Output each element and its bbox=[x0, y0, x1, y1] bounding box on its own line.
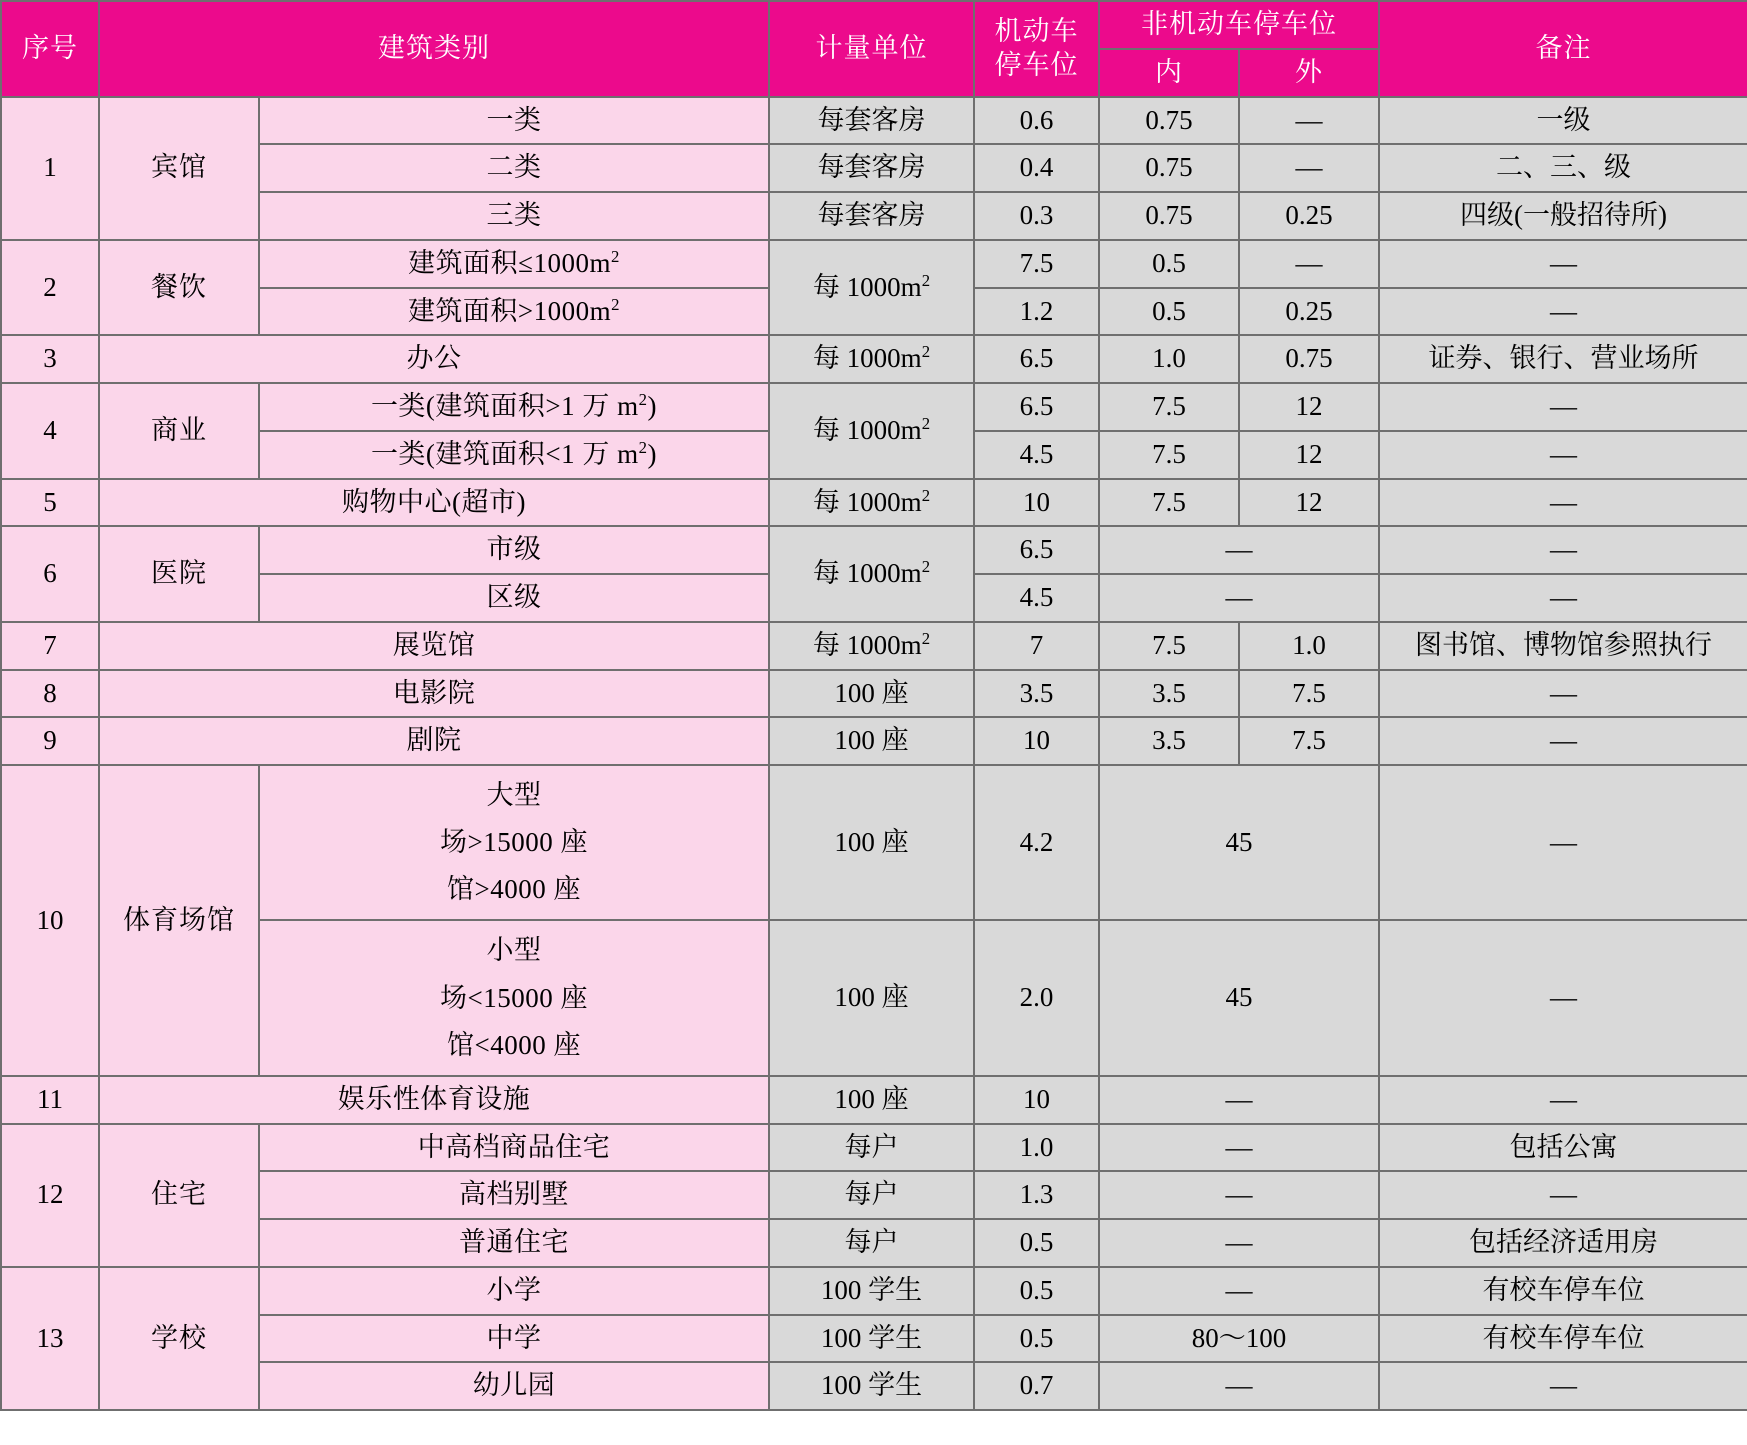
row-motor: 1.3 bbox=[974, 1171, 1099, 1219]
header-unit: 计量单位 bbox=[769, 1, 974, 97]
row-motor: 0.3 bbox=[974, 192, 1099, 240]
row-motor: 4.2 bbox=[974, 765, 1099, 920]
row-index: 11 bbox=[1, 1076, 99, 1124]
row-nonmotor-out: 1.0 bbox=[1239, 622, 1379, 670]
row-unit: 每户 bbox=[769, 1171, 974, 1219]
row-nonmotor-in: 1.0 bbox=[1099, 335, 1239, 383]
row-category: 展览馆 bbox=[99, 622, 769, 670]
row-subcategory: 普通住宅 bbox=[259, 1219, 769, 1267]
table-row bbox=[1, 192, 1747, 240]
row-motor: 4.5 bbox=[974, 574, 1099, 622]
row-index: 5 bbox=[1, 479, 99, 527]
row-remark: 证券、银行、营业场所 bbox=[1379, 335, 1747, 383]
row-nonmotor-out: 12 bbox=[1239, 479, 1379, 527]
row-nonmotor-in: 7.5 bbox=[1099, 479, 1239, 527]
row-remark: 包括经济适用房 bbox=[1379, 1219, 1747, 1267]
row-nonmotor: 45 bbox=[1099, 765, 1379, 920]
row-category: 商业 bbox=[99, 383, 259, 479]
row-motor: 7 bbox=[974, 622, 1099, 670]
row-category: 电影院 bbox=[99, 670, 769, 718]
row-nonmotor-in: 0.75 bbox=[1099, 144, 1239, 192]
row-remark: 图书馆、博物馆参照执行 bbox=[1379, 622, 1747, 670]
row-remark: — bbox=[1379, 431, 1747, 479]
table-row bbox=[1, 765, 1747, 920]
row-subcategory bbox=[259, 765, 769, 920]
row-subcategory: 建筑面积$>1000m^2$ bbox=[259, 288, 769, 336]
row-unit: 每 $1000m^2$ bbox=[769, 622, 974, 670]
row-remark: — bbox=[1379, 479, 1747, 527]
row-nonmotor-out: 0.25 bbox=[1239, 192, 1379, 240]
row-nonmotor: — bbox=[1099, 1171, 1379, 1219]
row-unit: 每套客房 bbox=[769, 97, 974, 145]
header-nonmotor-out: 外 bbox=[1239, 49, 1379, 97]
row-subcategory: 建筑面积$\le 1000m^2$ bbox=[259, 240, 769, 288]
row-index: 4 bbox=[1, 383, 99, 479]
header-remark: 备注 bbox=[1379, 1, 1747, 97]
header-index: 序号 bbox=[1, 1, 99, 97]
row-remark: 二、三、级 bbox=[1379, 144, 1747, 192]
row-category: 娱乐性体育设施 bbox=[99, 1076, 769, 1124]
row-subcategory: 一类 bbox=[259, 97, 769, 145]
table-row bbox=[1, 622, 1747, 670]
row-motor: 6.5 bbox=[974, 526, 1099, 574]
row-motor: 0.6 bbox=[974, 97, 1099, 145]
row-remark: — bbox=[1379, 717, 1747, 765]
row-category: 体育场馆 bbox=[99, 765, 259, 1076]
row-unit: 每 $1000m^2$ bbox=[769, 526, 974, 622]
row-unit: 100 学生 bbox=[769, 1362, 974, 1410]
row-motor: 4.5 bbox=[974, 431, 1099, 479]
row-index: 6 bbox=[1, 526, 99, 622]
header-nonmotor-parking: 非机动车停车位 bbox=[1099, 1, 1379, 49]
row-motor: 6.5 bbox=[974, 335, 1099, 383]
row-index: 12 bbox=[1, 1124, 99, 1267]
row-nonmotor-in: 0.75 bbox=[1099, 192, 1239, 240]
table-row bbox=[1, 335, 1747, 383]
row-motor: 1.0 bbox=[974, 1124, 1099, 1172]
row-nonmotor-out: — bbox=[1239, 97, 1379, 145]
row-nonmotor-in: 7.5 bbox=[1099, 431, 1239, 479]
row-category: 宾馆 bbox=[99, 97, 259, 240]
row-unit: 每 $1000m^2$ bbox=[769, 335, 974, 383]
row-unit: 100 座 bbox=[769, 717, 974, 765]
row-unit: 每户 bbox=[769, 1219, 974, 1267]
row-category: 住宅 bbox=[99, 1124, 259, 1267]
row-remark: — bbox=[1379, 288, 1747, 336]
row-unit: 每 $1000m^2$ bbox=[769, 479, 974, 527]
row-subcategory: 一类(建筑面积<1 万 $m^2$) bbox=[259, 431, 769, 479]
row-nonmotor: — bbox=[1099, 1076, 1379, 1124]
row-remark: — bbox=[1379, 1362, 1747, 1410]
header-category: 建筑类别 bbox=[99, 1, 769, 97]
row-remark: — bbox=[1379, 1076, 1747, 1124]
row-subcategory: 中高档商品住宅 bbox=[259, 1124, 769, 1172]
row-category: 办公 bbox=[99, 335, 769, 383]
row-nonmotor-out: — bbox=[1239, 144, 1379, 192]
row-unit: 100 座 bbox=[769, 670, 974, 718]
table-row bbox=[1, 1362, 1747, 1410]
row-subcategory: 小学 bbox=[259, 1267, 769, 1315]
row-remark: — bbox=[1379, 240, 1747, 288]
subcategory-line: 场<15000 座 bbox=[440, 982, 588, 1013]
row-remark: — bbox=[1379, 920, 1747, 1075]
row-nonmotor-in: 7.5 bbox=[1099, 383, 1239, 431]
row-remark: 四级(一般招待所) bbox=[1379, 192, 1747, 240]
row-nonmotor: — bbox=[1099, 574, 1379, 622]
subcategory-line: 场>15000 座 bbox=[440, 827, 588, 858]
row-index: 9 bbox=[1, 717, 99, 765]
row-motor: 0.7 bbox=[974, 1362, 1099, 1410]
row-remark: 包括公寓 bbox=[1379, 1124, 1747, 1172]
row-motor: 0.5 bbox=[974, 1315, 1099, 1363]
row-subcategory: 市级 bbox=[259, 526, 769, 574]
row-nonmotor-in: 3.5 bbox=[1099, 670, 1239, 718]
row-motor: 2.0 bbox=[974, 920, 1099, 1075]
row-unit: 100 座 bbox=[769, 1076, 974, 1124]
table-row bbox=[1, 670, 1747, 718]
row-category: 购物中心(超市) bbox=[99, 479, 769, 527]
header-row-1 bbox=[1, 1, 1747, 49]
row-remark: — bbox=[1379, 670, 1747, 718]
row-nonmotor: — bbox=[1099, 1219, 1379, 1267]
subcategory-line: 大型 bbox=[486, 780, 542, 810]
row-motor: 10 bbox=[974, 717, 1099, 765]
row-motor: 7.5 bbox=[974, 240, 1099, 288]
row-nonmotor-out: 12 bbox=[1239, 431, 1379, 479]
table-row bbox=[1, 97, 1747, 145]
row-category: 学校 bbox=[99, 1267, 259, 1410]
row-nonmotor-out: 0.75 bbox=[1239, 335, 1379, 383]
row-remark: — bbox=[1379, 1171, 1747, 1219]
row-subcategory: 高档别墅 bbox=[259, 1171, 769, 1219]
row-nonmotor-in: 0.5 bbox=[1099, 288, 1239, 336]
row-nonmotor: — bbox=[1099, 1267, 1379, 1315]
row-subcategory: 三类 bbox=[259, 192, 769, 240]
table-row bbox=[1, 1124, 1747, 1172]
row-index: 10 bbox=[1, 765, 99, 1076]
row-unit: 100 学生 bbox=[769, 1267, 974, 1315]
header-nonmotor-in: 内 bbox=[1099, 49, 1239, 97]
row-subcategory: 区级 bbox=[259, 574, 769, 622]
row-unit: 每 $1000m^2$ bbox=[769, 383, 974, 479]
row-nonmotor-in: 7.5 bbox=[1099, 622, 1239, 670]
row-subcategory bbox=[259, 920, 769, 1075]
row-unit: 每套客房 bbox=[769, 192, 974, 240]
row-nonmotor: — bbox=[1099, 1362, 1379, 1410]
row-nonmotor-out: 7.5 bbox=[1239, 717, 1379, 765]
row-motor: 3.5 bbox=[974, 670, 1099, 718]
row-subcategory: 中学 bbox=[259, 1315, 769, 1363]
row-nonmotor: — bbox=[1099, 526, 1379, 574]
row-nonmotor-out: 12 bbox=[1239, 383, 1379, 431]
row-unit: 每套客房 bbox=[769, 144, 974, 192]
row-unit: 100 座 bbox=[769, 920, 974, 1075]
table-row bbox=[1, 526, 1747, 574]
table-row bbox=[1, 1315, 1747, 1363]
table-row bbox=[1, 1267, 1747, 1315]
row-unit: 100 学生 bbox=[769, 1315, 974, 1363]
header-motor-parking bbox=[974, 1, 1099, 97]
table-row bbox=[1, 717, 1747, 765]
row-remark: — bbox=[1379, 526, 1747, 574]
row-category: 剧院 bbox=[99, 717, 769, 765]
row-motor: 6.5 bbox=[974, 383, 1099, 431]
row-nonmotor-out: — bbox=[1239, 240, 1379, 288]
row-unit: 每户 bbox=[769, 1124, 974, 1172]
table-head bbox=[1, 1, 1747, 97]
table-row bbox=[1, 1171, 1747, 1219]
row-subcategory: 二类 bbox=[259, 144, 769, 192]
table-body bbox=[1, 97, 1747, 1411]
table-row bbox=[1, 479, 1747, 527]
row-remark: — bbox=[1379, 383, 1747, 431]
row-index: 2 bbox=[1, 240, 99, 336]
row-category: 医院 bbox=[99, 526, 259, 622]
table-row bbox=[1, 144, 1747, 192]
table-row bbox=[1, 920, 1747, 1075]
table-row bbox=[1, 1076, 1747, 1124]
table-row bbox=[1, 1219, 1747, 1267]
row-nonmotor-in: 3.5 bbox=[1099, 717, 1239, 765]
row-remark: 有校车停车位 bbox=[1379, 1267, 1747, 1315]
row-index: 7 bbox=[1, 622, 99, 670]
row-nonmotor: — bbox=[1099, 1124, 1379, 1172]
row-nonmotor-out: 0.25 bbox=[1239, 288, 1379, 336]
table-row bbox=[1, 240, 1747, 288]
subcategory-line: 馆>4000 座 bbox=[447, 874, 581, 905]
row-category: 餐饮 bbox=[99, 240, 259, 336]
row-motor: 0.4 bbox=[974, 144, 1099, 192]
row-motor: 0.5 bbox=[974, 1219, 1099, 1267]
row-nonmotor-out: 7.5 bbox=[1239, 670, 1379, 718]
row-remark: 有校车停车位 bbox=[1379, 1315, 1747, 1363]
row-remark: 一级 bbox=[1379, 97, 1747, 145]
row-index: 13 bbox=[1, 1267, 99, 1410]
row-motor: 0.5 bbox=[974, 1267, 1099, 1315]
row-subcategory: 幼儿园 bbox=[259, 1362, 769, 1410]
row-subcategory: 一类(建筑面积>1 万 $m^2$) bbox=[259, 383, 769, 431]
row-nonmotor-in: 0.5 bbox=[1099, 240, 1239, 288]
row-remark: — bbox=[1379, 765, 1747, 920]
row-unit: 100 座 bbox=[769, 765, 974, 920]
header-motor-line1: 机动车 bbox=[994, 16, 1079, 46]
row-index: 3 bbox=[1, 335, 99, 383]
subcategory-line: 馆<4000 座 bbox=[447, 1029, 581, 1060]
subcategory-line: 小型 bbox=[486, 935, 542, 966]
row-index: 8 bbox=[1, 670, 99, 718]
row-nonmotor: 80～100 bbox=[1099, 1315, 1379, 1363]
table-row bbox=[1, 383, 1747, 431]
header-motor-line2: 停车位 bbox=[994, 49, 1079, 80]
row-unit: 每 $1000m^2$ bbox=[769, 240, 974, 336]
row-remark: — bbox=[1379, 574, 1747, 622]
row-nonmotor: 45 bbox=[1099, 920, 1379, 1075]
row-index: 1 bbox=[1, 97, 99, 240]
row-motor: 10 bbox=[974, 1076, 1099, 1124]
row-motor: 10 bbox=[974, 479, 1099, 527]
row-motor: 1.2 bbox=[974, 288, 1099, 336]
row-nonmotor-in: 0.75 bbox=[1099, 97, 1239, 145]
